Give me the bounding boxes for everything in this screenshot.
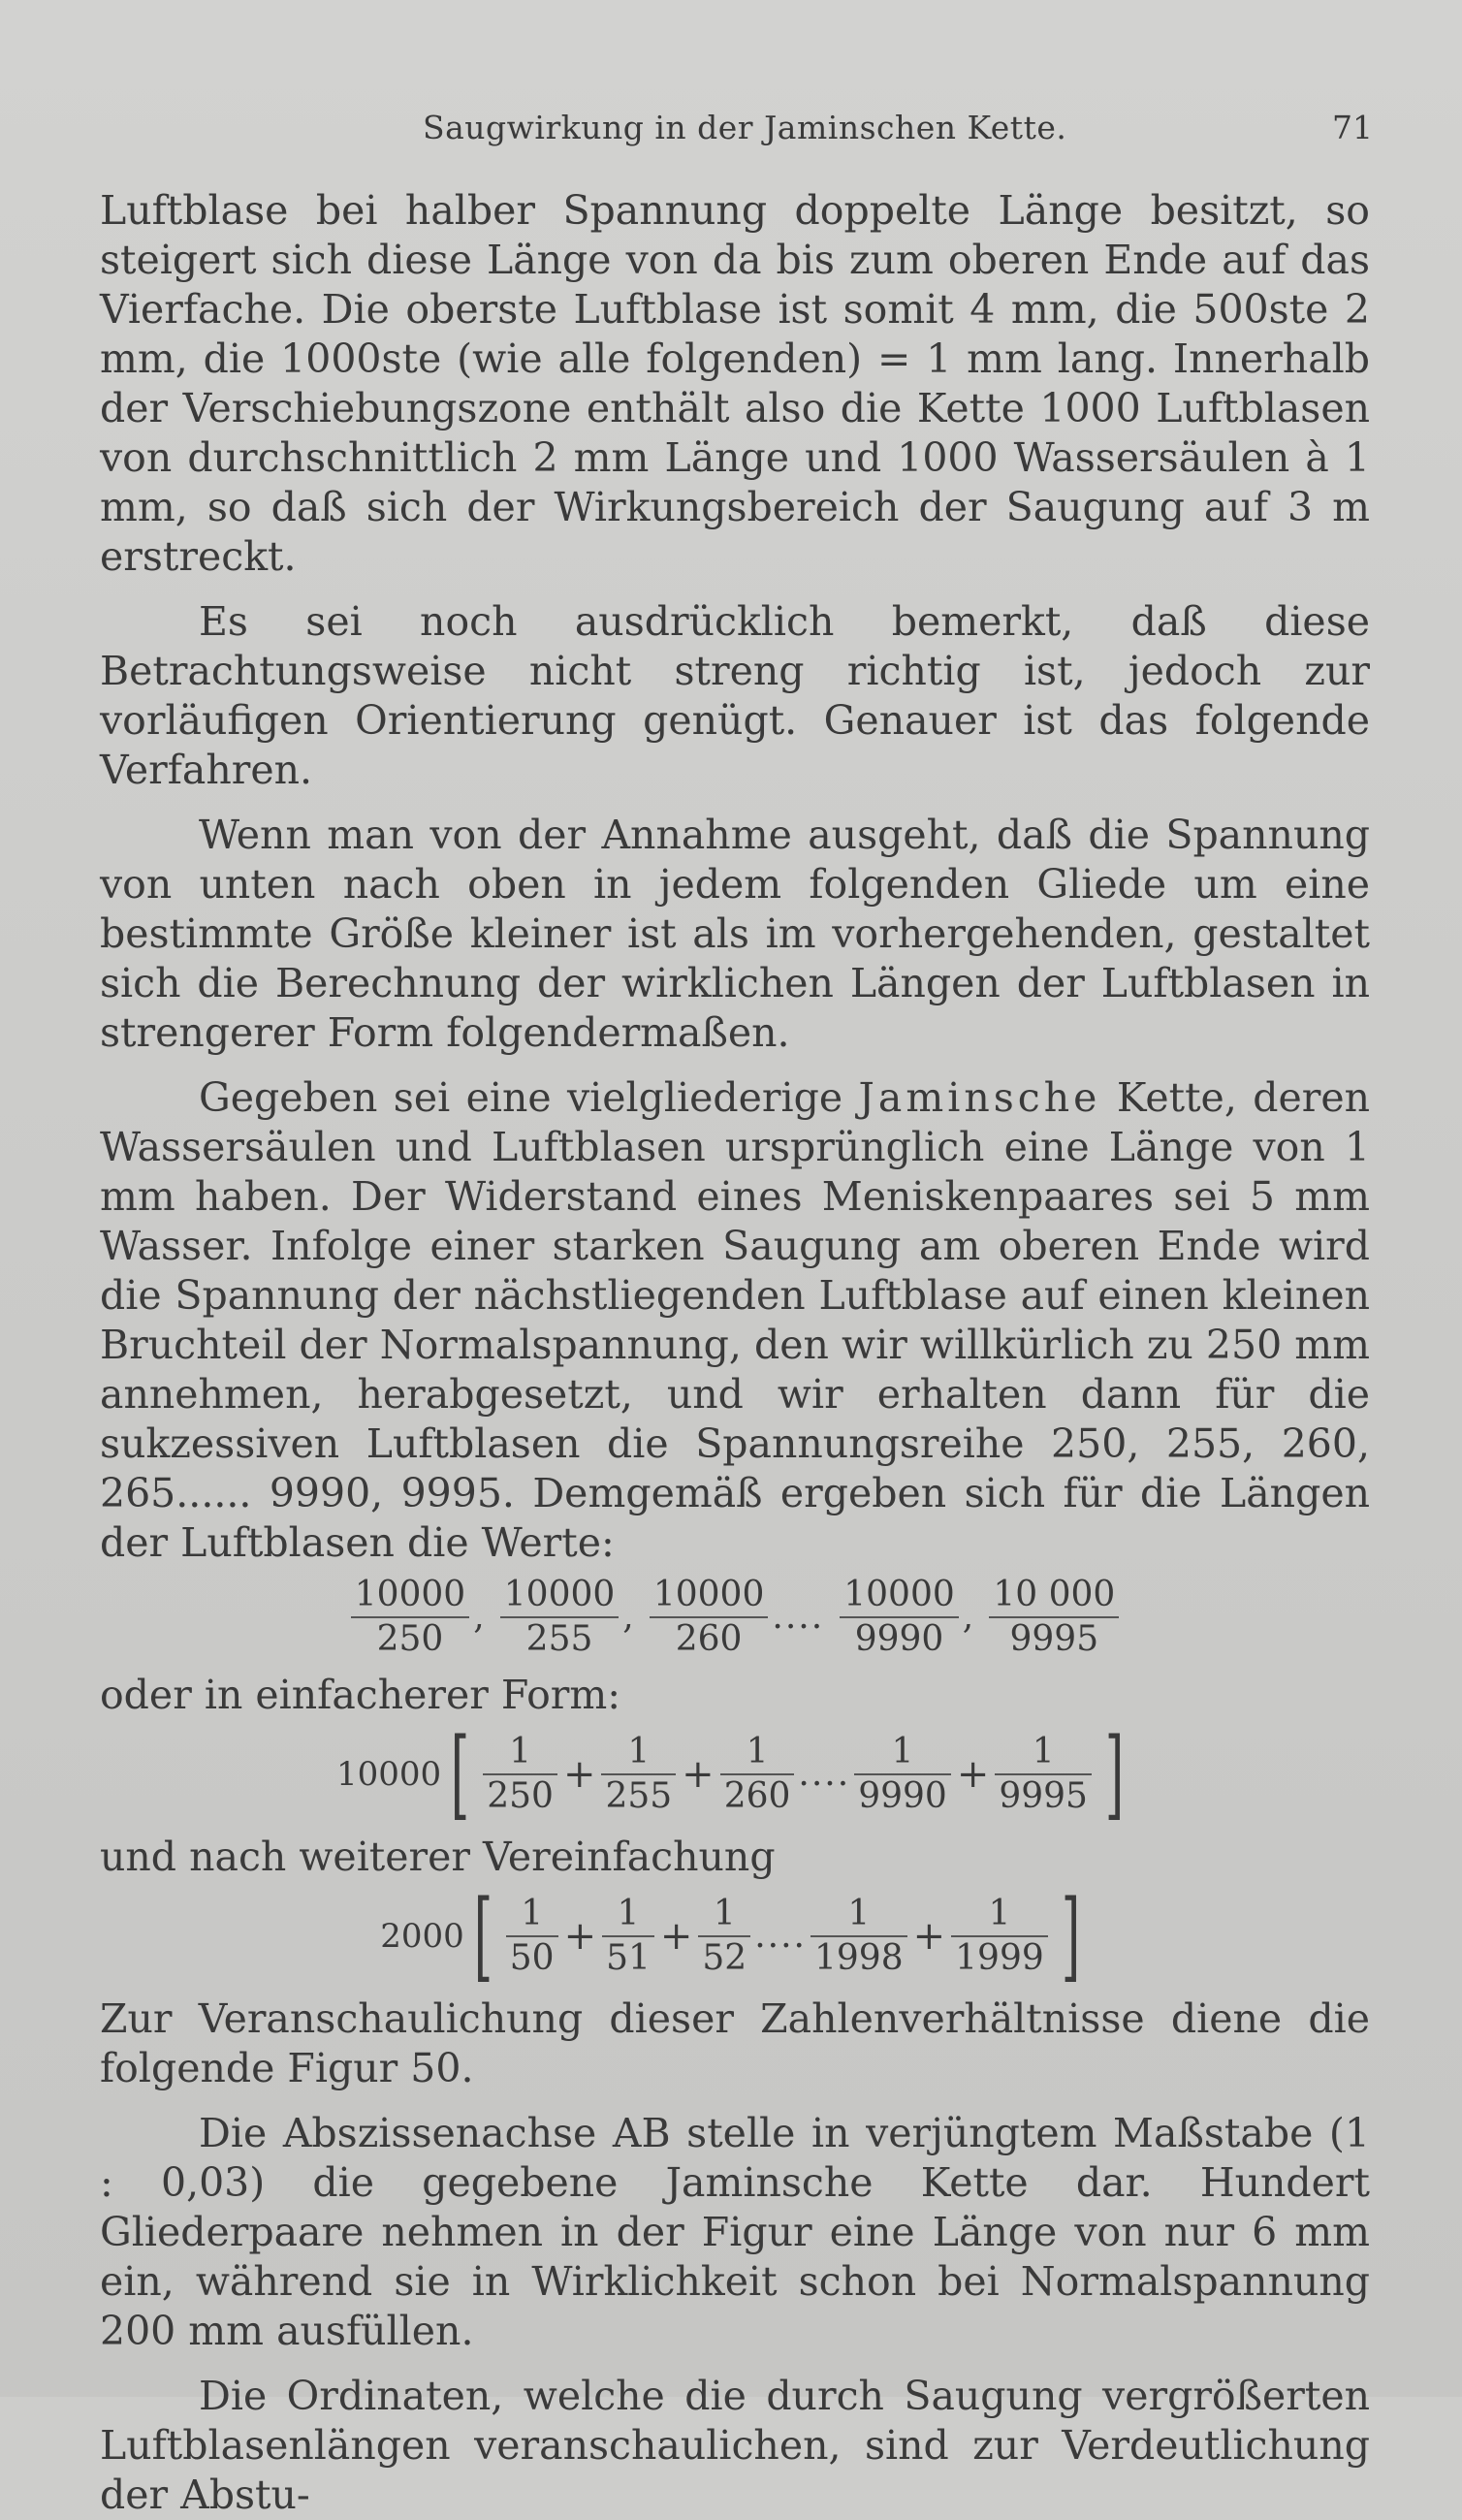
- label-further-simplification: und nach weiterer Vereinfachung: [100, 1834, 776, 1880]
- coefficient: 2000: [380, 1917, 464, 1956]
- page-header: [0, 109, 1462, 157]
- fraction: $\frac{1}{1998}$: [810, 1893, 907, 1980]
- fraction: $\frac{10000}{255}$: [500, 1574, 620, 1661]
- paragraph-5: Zur Veranschaulichung dieser Zahlenverhältnisse diene die folgende Figur 50.: [100, 1995, 1370, 2091]
- right-bracket: ]: [1061, 1879, 1081, 1993]
- fraction: $\frac{1}{9990}$: [854, 1731, 951, 1818]
- equation-bracket-2000: 2000[ $\frac{1}{50}$ + $\frac{1}{51}$ + $\frac{1}{52}$ .... $\frac{1}{1998}$ + $\frac{1}{1999}$ ]: [380, 1879, 1081, 1993]
- fraction: $\frac{1}{1999}$: [951, 1893, 1048, 1980]
- fraction: $\frac{1}{260}$: [720, 1731, 795, 1818]
- paragraph-6: Die Abszissenachse AB stelle in verjüngtem Maßstabe (1 : 0,03) die gegebene Jaminsche Kette dar. Hundert Gliederpaare nehmen in der Figur eine Länge von nur 6 mm ein, während sie in Wirklichkeit schon bei Normalspannung 200 mm ausfüllen.: [100, 2110, 1370, 2354]
- fraction: $\frac{10000}{9990}$: [840, 1574, 959, 1661]
- fraction: $\frac{10000}{260}$: [650, 1574, 769, 1661]
- paragraph-4: [100, 1073, 1370, 1568]
- fraction: $\frac{10000}{250}$: [351, 1574, 470, 1661]
- running-title: Saugwirkung in der Jaminschen Kette.: [423, 109, 1067, 146]
- fraction: $\frac{1}{50}$: [506, 1893, 558, 1980]
- label-simpler-form: oder in einfacherer Form:: [100, 1672, 621, 1718]
- left-bracket: [: [473, 1879, 493, 1993]
- page-number: 71: [1332, 109, 1373, 146]
- right-bracket: ]: [1104, 1717, 1125, 1831]
- fraction: $\frac{1}{52}$: [698, 1893, 750, 1980]
- fraction: $\frac{1}{9995}$: [995, 1731, 1092, 1818]
- equation-series-values: $\frac{10000}{250}$ , $\frac{10000}{255}$ , $\frac{10000}{260}$ .... $\frac{10000}{9990}$ , $\frac{10 000}{9995}$: [100, 1574, 1370, 1661]
- paragraph-7: Die Ordinaten, welche die durch Saugung vergrößerten Luftblasenlängen veranschaulichen, sind zur Verdeutlichung der Abstu-: [100, 2373, 1370, 2518]
- paragraph-3: Wenn man von der Annahme ausgeht, daß die Spannung von unten nach oben in jedem folgenden Gliede um eine bestimmte Größe kleiner ist als im vorhergehenden, gestaltet sich die Berechnung der wirklichen Längen der Luftblasen in strengerer Form folgendermaßen.: [100, 812, 1370, 1056]
- coefficient: 10000: [336, 1755, 442, 1794]
- fraction: $\frac{1}{51}$: [602, 1893, 654, 1980]
- equation-bracket-10000: 10000[ $\frac{1}{250}$ + $\frac{1}{255}$ + $\frac{1}{260}$ .... $\frac{1}{9990}$ + $\frac{1}{9995}$ ]: [336, 1717, 1125, 1831]
- fraction: $\frac{1}{255}$: [601, 1731, 676, 1818]
- paragraph-4-rest: Kette, deren Wassersäulen und Luftblasen ursprünglich eine Länge von 1 mm haben. Der Widerstand eines Meniskenpaares sei 5 mm Wasser. Infolge einer starken Saugung am oberen Ende wird die Spannung der nächstliegenden Luftblase auf einen kleinen Bruchteil der Normalspannung, den wir willkürlich zu 250 mm annehmen, herabgesetzt, und wir erhalten dann für die sukzessiven Luftblasen die Spannungsreihe 250, 255, 260, 265...... 9990, 9995. Demgemäß ergeben sich für die Längen der Luftblasen die Werte:: [100, 1074, 1370, 1566]
- fraction: $\frac{1}{250}$: [483, 1731, 557, 1818]
- paragraph-1: Luftblase bei halber Spannung doppelte Länge besitzt, so steigert sich diese Länge von da bis zum oberen Ende auf das Vierfache. Die oberste Luftblase ist somit 4 mm, die 500ste 2 mm, die 1000ste (wie alle folgenden) = 1 mm lang. Innerhalb der Verschiebungszone enthält also die Kette 1000 Luftblasen von durchschnittlich 2 mm Länge und 1000 Wassersäulen à 1 mm, so daß sich der Wirkungsbereich der Saugung auf 3 m erstreckt.: [100, 187, 1370, 580]
- author-name-jamin: Jaminsche: [858, 1074, 1101, 1121]
- fraction: $\frac{10 000}{9995}$: [989, 1574, 1119, 1661]
- paragraph-2: Es sei noch ausdrücklich bemerkt, daß diese Betrachtungsweise nicht streng richtig ist, jedoch zur vorläufigen Orientierung genügt. Genauer ist das folgende Verfahren.: [100, 598, 1370, 793]
- body-text: [100, 186, 1370, 2520]
- paragraph-4-start: Gegeben sei eine vielgliederige: [199, 1074, 843, 1121]
- left-bracket: [: [450, 1717, 470, 1831]
